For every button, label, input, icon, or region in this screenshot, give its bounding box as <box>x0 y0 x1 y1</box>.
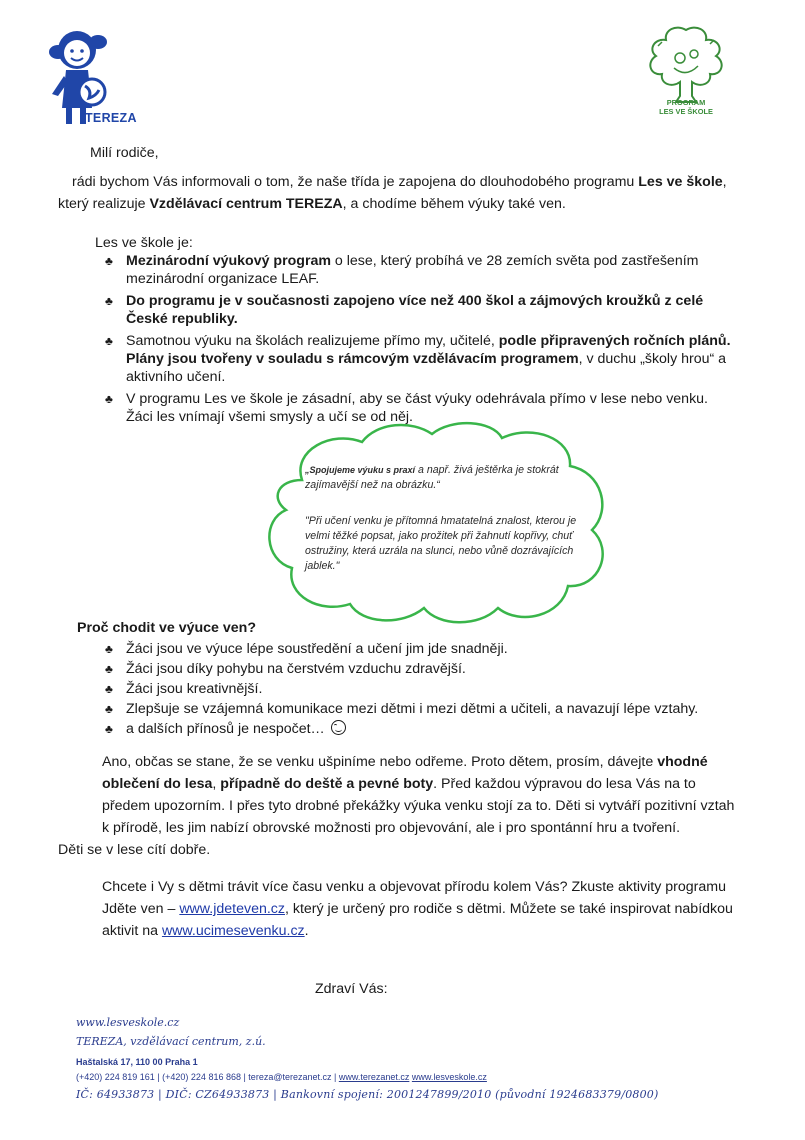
club-bullet-icon: ♣ <box>105 722 113 736</box>
club-bullet-icon: ♣ <box>105 682 113 696</box>
item-text: Žáci jsou díky pohybu na čerstvém vzduchu zdravější. <box>126 661 466 677</box>
jdeteven-link[interactable]: www.jdeteven.cz <box>179 901 285 917</box>
les-ve-skole-logo-text <box>636 98 736 116</box>
para-text: . <box>304 923 309 939</box>
cloud-quote-1 <box>305 463 590 493</box>
footer-web: www.lesveskole.cz <box>76 1016 180 1029</box>
para-text: Ano, občas se stane, že se venku ušpiníme nebo odřeme. Proto dětem, prosím, dávejte <box>102 754 658 770</box>
quote-text: a např. živá ještěrka je stokrát zajímavější než na obrázku.“ <box>305 464 559 491</box>
list-item <box>99 252 734 288</box>
para-text: , který je určený pro rodiče s dětmi. Můžete se také inspirovat nabídkou aktivit na <box>102 901 733 939</box>
club-bullet-icon: ♣ <box>105 254 113 268</box>
wink-smiley-icon <box>331 720 346 735</box>
list-item <box>99 679 739 699</box>
club-bullet-icon: ♣ <box>105 662 113 676</box>
intro-text-3: , a chodíme během výuky také ven. <box>342 196 566 212</box>
organization-name: Vzdělávací centrum TEREZA <box>149 196 343 212</box>
bold-text: případně do deště a pevné boty <box>220 776 434 792</box>
item-text: , v duchu „školy hrou“ a aktivního učení. <box>126 351 727 385</box>
bold-text: Mezinárodní výukový program <box>126 253 331 269</box>
bold-text: podle připravených ročních plánů. Plány jsou tvořeny v souladu s rámcovým vzdělávacím programem <box>126 333 731 367</box>
cloud-quote-2: "Při učení venku je přítomná hmatatelná znalost, kterou je velmi těžké popsat, jako prožitek při žahnutí kopřivy, chuť ostružiny, která uzrála na slunci, nebo vůně dozrávajících jablek." <box>305 515 577 572</box>
para-text: . Před každou výpravou do lesa Vás na to předem upozorním. I přes tyto drobné překážky výuka venku stojí za to. Děti si vytváří pozitivní vztah k přírodě, les jim nabízí obrovské možnosti pro objevování, ale i pro spontánní hru a tvoření. <box>102 776 735 836</box>
greeting: Milí rodiče, <box>90 145 159 161</box>
club-bullet-icon: ♣ <box>105 334 113 348</box>
para-text: Chcete i Vy s dětmi trávit více času venku a objevovat přírodu kolem Vás? Zkuste aktivity programu Jděte ven – <box>102 879 726 917</box>
item-text: Zlepšuje se vzájemná komunikace mezi dětmi i mezi dětmi a učiteli, a navazují lépe vztahy. <box>126 701 699 717</box>
activities-paragraph <box>58 876 738 942</box>
terezanet-link[interactable]: www.terezanet.cz <box>338 1072 410 1082</box>
footer-org: TEREZA, vzdělávací centrum, z.ú. <box>76 1035 266 1048</box>
tereza-logo-text: TEREZA <box>85 111 137 125</box>
list-item <box>99 332 734 386</box>
list-item <box>99 699 739 719</box>
bold-text: vhodné oblečení do lesa <box>102 754 708 792</box>
program-features-list <box>99 252 734 430</box>
logo-program-line: PROGRAM <box>666 98 706 107</box>
club-bullet-icon: ♣ <box>105 392 113 406</box>
item-text: Žáci jsou kreativnější. <box>126 681 263 697</box>
footer-contact <box>76 1067 716 1087</box>
clothing-paragraph <box>58 751 738 861</box>
why-heading: Proč chodit ve výuce ven? <box>77 620 256 636</box>
list-item <box>99 659 739 679</box>
para-text: , <box>212 776 221 792</box>
item-text: o lese, který probíhá ve 28 zemích světa pod zastřešením mezinárodní organizace LEAF. <box>126 253 699 287</box>
list-item <box>99 719 739 739</box>
quote-bold: „Spojujeme výuku s praxí <box>305 465 416 475</box>
intro-text: rádi bychom Vás informovali o tom, že naše třída je zapojena do dlouhodobého programu <box>72 174 639 190</box>
footer-contact-text: (+420) 224 819 161 | (+420) 224 816 868 | tereza@terezanet.cz | <box>76 1072 339 1082</box>
logo-les-line: LES VE ŠKOLE <box>659 107 713 116</box>
regards: Zdraví Vás: <box>315 981 388 997</box>
club-bullet-icon: ♣ <box>105 294 113 308</box>
list-item <box>99 292 734 328</box>
item-text: a dalších přínosů je nespočet… <box>126 721 325 737</box>
list-item <box>99 639 739 659</box>
item-text: Žáci jsou ve výuce lépe soustředění a učení jim jde snadněji. <box>126 641 508 657</box>
bold-text: Do programu je v současnosti zapojeno více než 400 škol a zájmových kroužků z celé České republiky. <box>126 293 704 327</box>
intro-paragraph <box>58 171 748 215</box>
para-closing-line: Děti se v lese cítí dobře. <box>58 842 211 858</box>
program-name: Les ve škole <box>638 174 723 190</box>
club-bullet-icon: ♣ <box>105 642 113 656</box>
ucimesevenku-link[interactable]: www.ucimesevenku.cz <box>161 923 305 939</box>
intro-text-2: který realizuje <box>58 196 150 212</box>
les-heading: Les ve škole je: <box>95 235 193 251</box>
footer-ids: IČ: 64933873 | DIČ: CZ64933873 | Bankovní spojení: 2001247899/2010 (původní 1924683379/0800) <box>76 1088 659 1101</box>
footer-address: Haštalská 17, 110 00 Praha 1 <box>76 1057 198 1067</box>
club-bullet-icon: ♣ <box>105 702 113 716</box>
lesveskole-link[interactable]: www.lesveskole.cz <box>411 1072 487 1082</box>
intro-comma: , <box>722 174 727 190</box>
benefits-list <box>99 639 739 739</box>
item-text: V programu Les ve škole je zásadní, aby se část výuky odehrávala přímo v lese nebo venku. Žáci les vnímají všemi smysly a učí se od něj. <box>126 391 708 425</box>
item-text: Samotnou výuku na školách realizujeme přímo my, učitelé, <box>126 333 499 349</box>
